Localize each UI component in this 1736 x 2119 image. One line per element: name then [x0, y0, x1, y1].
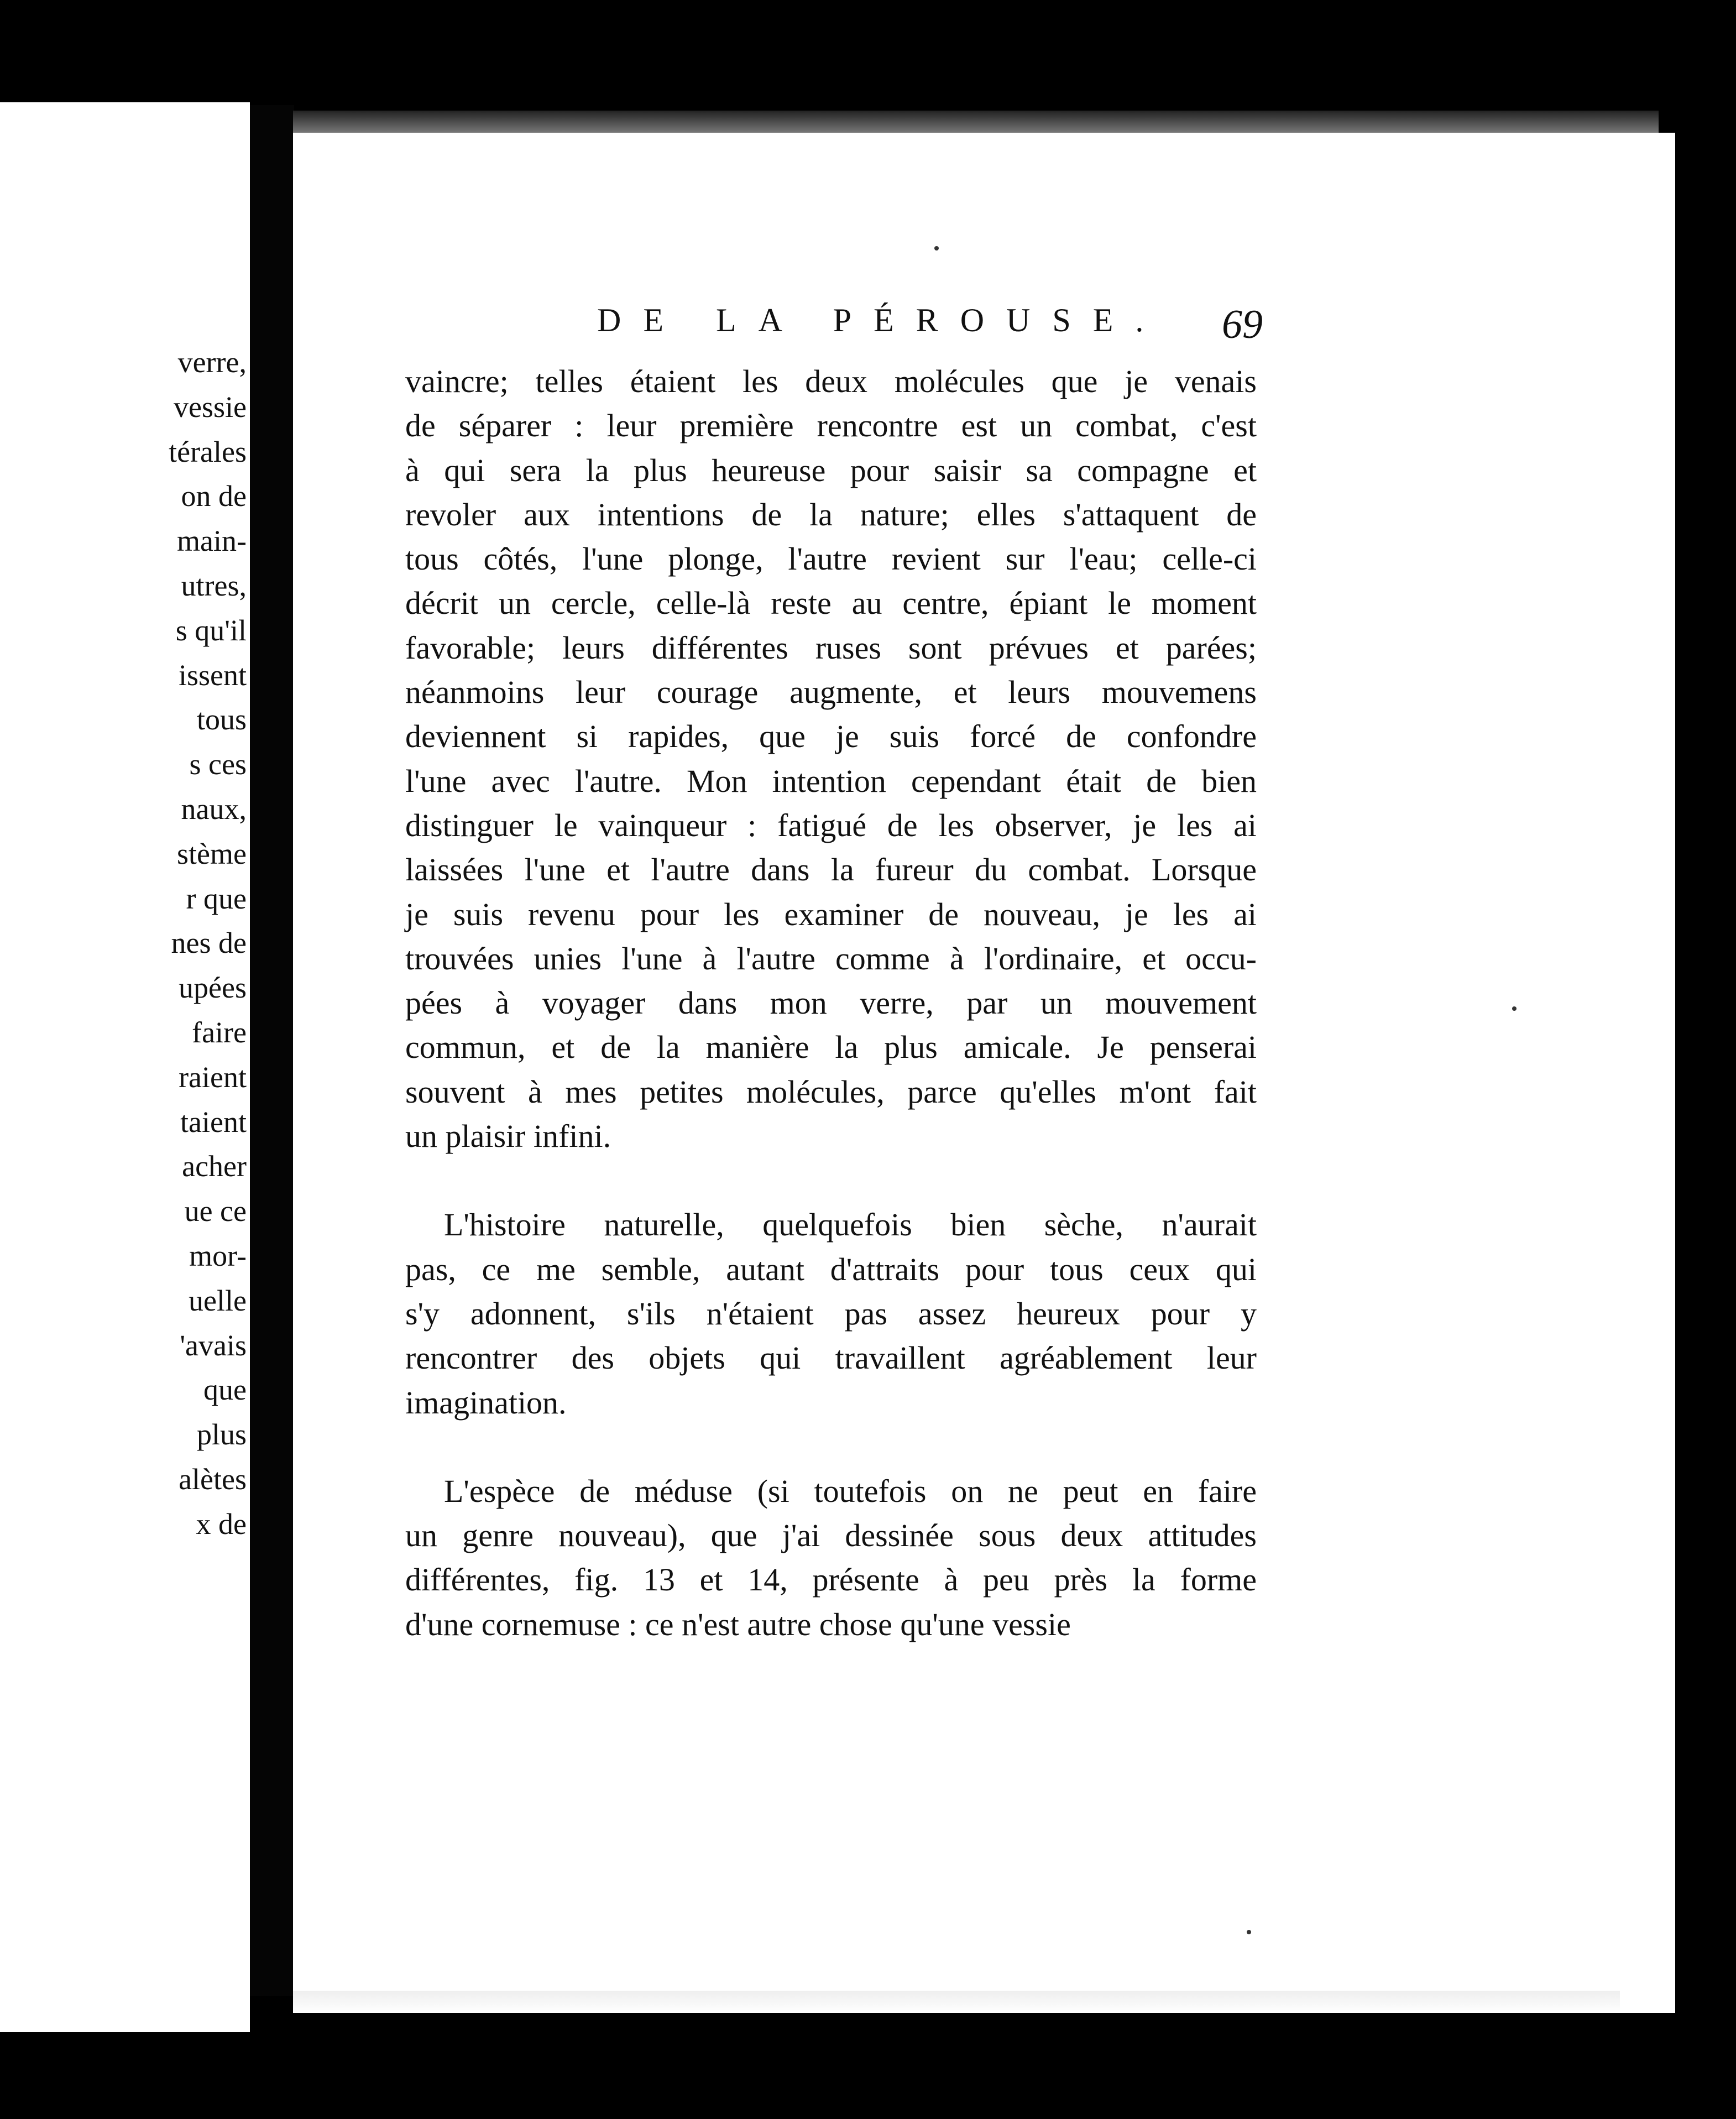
- left-page-line: faire: [192, 1015, 247, 1049]
- left-page-line: stème: [177, 837, 247, 870]
- left-page-fragment: [0, 102, 250, 2032]
- left-page-line: que: [203, 1373, 247, 1407]
- text-line: trouvées unies l'une à l'autre comme à l'ordinaire, et occu-: [405, 940, 1257, 977]
- text-line: s'y adonnent, s'ils n'étaient pas assez heureux pour y: [405, 1295, 1257, 1332]
- text-line: différentes, fig. 13 et 14, présente à peu près la forme: [405, 1562, 1257, 1598]
- left-page-line: taient: [180, 1105, 247, 1139]
- speck: [934, 246, 939, 250]
- text-line: rencontrer des objets qui travaillent agréablement leur: [405, 1340, 1257, 1376]
- paragraph: [405, 1203, 1257, 1424]
- left-page-line: naux,: [181, 792, 247, 826]
- page-top-edge: [293, 111, 1659, 133]
- text-line: L'espèce de méduse (si toutefois on ne peut en faire: [444, 1473, 1257, 1509]
- text-line: revoler aux intentions de la nature; elles s'attaquent de: [405, 496, 1257, 533]
- left-page-line: térales: [169, 435, 247, 468]
- text-line: un genre nouveau), que j'ai dessinée sous deux attitudes: [405, 1517, 1257, 1554]
- text-line: souvent à mes petites molécules, parce qu'elles m'ont fait: [405, 1073, 1257, 1110]
- left-page-line: mor-: [189, 1239, 247, 1272]
- text-line: néanmoins leur courage augmente, et leurs mouvemens: [405, 674, 1257, 711]
- left-page-line: x de: [196, 1507, 247, 1541]
- text-line: je suis revenu pour les examiner de nouveau, je les ai: [405, 896, 1257, 932]
- left-page-line: plus: [196, 1418, 247, 1452]
- text-line: d'une cornemuse : ce n'est autre chose qu'une vessie: [405, 1606, 1071, 1642]
- left-page-line: alètes: [179, 1462, 247, 1496]
- body-text: [405, 359, 1257, 1647]
- paragraph: [405, 359, 1257, 1158]
- left-page-line: on de: [181, 479, 247, 513]
- book-gutter: [250, 105, 294, 1996]
- running-head: DE LA PÉROUSE.: [597, 302, 1166, 338]
- left-page-line: raient: [179, 1060, 247, 1094]
- text-line: pées à voyager dans mon verre, par un mouvement: [405, 985, 1257, 1021]
- text-line: commun, et de la manière la plus amicale. Je penserai: [405, 1029, 1257, 1066]
- left-page-line: s ces: [189, 748, 247, 781]
- left-page-line: nes de: [171, 926, 247, 960]
- text-line: l'une avec l'autre. Mon intention cependant était de bien: [405, 763, 1257, 799]
- left-page-line: issent: [178, 658, 247, 692]
- text-line: imagination.: [405, 1384, 567, 1421]
- text-line: L'histoire naturelle, quelquefois bien sèche, n'aurait: [444, 1207, 1257, 1243]
- left-page-line: vessie: [174, 390, 247, 424]
- text-line: vaincre; telles étaient les deux molécules que je venais: [405, 363, 1257, 399]
- left-page-line: utres,: [181, 568, 247, 602]
- speck: [1247, 1930, 1251, 1934]
- left-page-line: r que: [186, 881, 247, 915]
- left-page-line: s qu'il: [175, 613, 247, 647]
- text-line: un plaisir infini.: [405, 1118, 611, 1155]
- text-line: distinguer le vainqueur : fatigué de les observer, je les ai: [405, 807, 1257, 843]
- left-page-text: [3, 340, 247, 1547]
- text-line: à qui sera la plus heureuse pour saisir sa compagne et: [405, 452, 1257, 488]
- page-number: 69: [1222, 302, 1263, 347]
- left-page-line: acher: [182, 1150, 247, 1183]
- left-page-line: main-: [177, 524, 247, 558]
- left-page-line: upées: [179, 971, 247, 1005]
- left-page-line: tous: [196, 703, 247, 737]
- text-line: deviennent si rapides, que je suis forcé de confondre: [405, 718, 1257, 755]
- speck: [1512, 1006, 1517, 1011]
- text-line: décrit un cercle, celle-là reste au centre, épiant le moment: [405, 585, 1257, 622]
- left-page-line: uelle: [189, 1283, 247, 1317]
- page-bottom-edge: [293, 1991, 1620, 2013]
- paragraph: [405, 1469, 1257, 1647]
- text-line: de séparer : leur première rencontre est un combat, c'est: [405, 408, 1257, 444]
- left-page-line: verre,: [177, 346, 247, 379]
- text-line: favorable; leurs différentes ruses sont prévues et parées;: [405, 629, 1257, 666]
- text-line: pas, ce me semble, autant d'attraits pour tous ceux qui: [405, 1251, 1257, 1287]
- text-line: tous côtés, l'une plonge, l'autre revient sur l'eau; celle-ci: [405, 541, 1257, 577]
- left-page-line: ue ce: [184, 1194, 247, 1228]
- left-page-line: 'avais: [180, 1328, 247, 1362]
- text-line: laissées l'une et l'autre dans la fureur du combat. Lorsque: [405, 852, 1257, 888]
